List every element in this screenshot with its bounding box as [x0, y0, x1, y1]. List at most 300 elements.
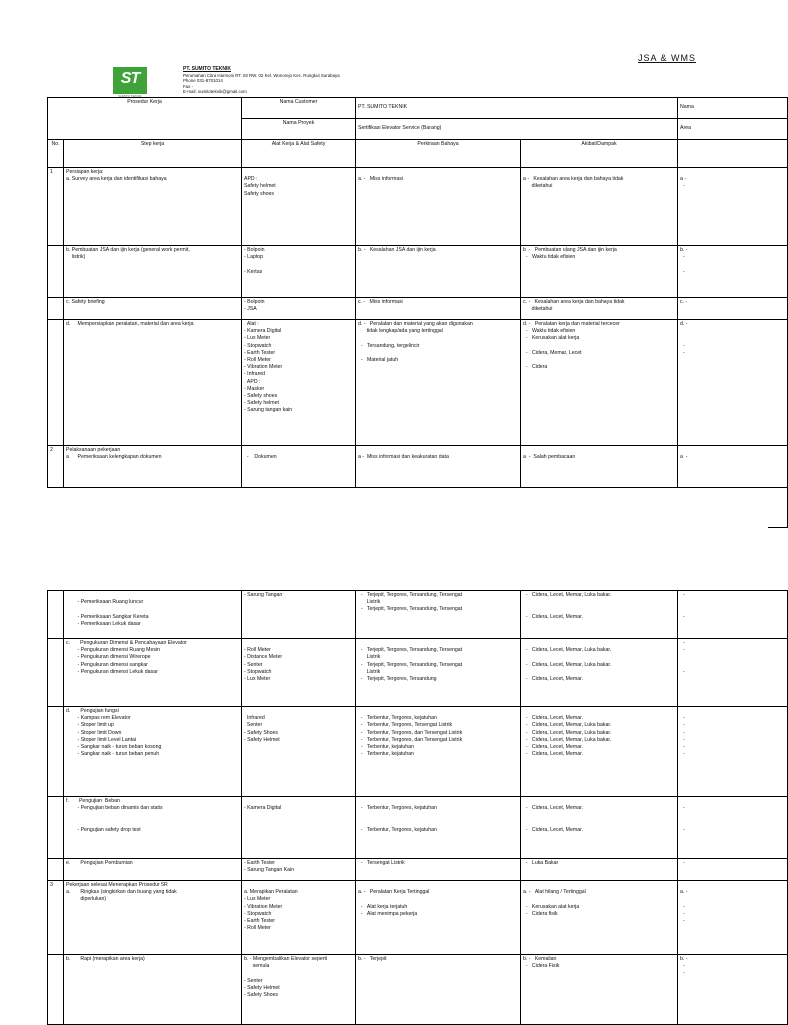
- cell-line: [66, 592, 239, 599]
- cell-line: a - Miss informasi dan keakuratan data: [358, 454, 449, 461]
- cell-line: - Kerusakan alat kerja: [523, 903, 580, 910]
- row-number: [48, 591, 64, 639]
- cell-line: - Material jatuh: [358, 357, 399, 364]
- cell-line: -: [680, 963, 685, 970]
- prosedur-label: Prosedur Kerja: [48, 98, 242, 140]
- row-hazard: [356, 246, 521, 298]
- cell-line: e. Pengujian Pembumian: [66, 860, 133, 866]
- cell-line: tidak lengkap/ada yang tertinggal: [358, 328, 443, 335]
- project-label: Nama Proyek: [242, 119, 356, 140]
- row-tools: [242, 446, 356, 488]
- cell-line: c. - Kesalahan area kerja dan bahaya tidak: [523, 299, 625, 305]
- row-step: [64, 707, 242, 797]
- customer-label: Nama Customer: [242, 98, 356, 119]
- cell-line: [358, 896, 518, 903]
- cell-line: - Terbentur, Tergores, Tersengat Listrik: [358, 722, 453, 729]
- row-extra: [678, 955, 788, 1025]
- row-impact: [521, 797, 678, 859]
- cell-line: -: [680, 826, 685, 833]
- cell-line: - Terbentur, Tergores, kejatuhan: [358, 805, 437, 812]
- project-value: Sertifikasi Elevator Service (Barang): [356, 119, 678, 140]
- cell-line: [66, 812, 239, 819]
- row-impact: [521, 859, 678, 881]
- cell-line: -: [680, 349, 685, 356]
- cell-line: - Safety Helmet: [244, 736, 280, 743]
- cell-line: -: [680, 910, 685, 917]
- cell-line: a. -: [680, 889, 688, 896]
- row-hazard: [356, 797, 521, 859]
- cell-line: [680, 708, 785, 715]
- cell-line: [523, 896, 675, 903]
- cell-line: - Cidera, Lecet, Memar, Luka bakar.: [523, 722, 612, 729]
- cell-line: - Terbentur, Tergores, dan Tersengat Listrik: [358, 736, 463, 743]
- row-step: [64, 797, 242, 859]
- cell-line: [358, 447, 518, 454]
- cell-line: [680, 169, 785, 176]
- row-extra: [678, 246, 788, 298]
- cell-line: - Safety Shoes: [244, 992, 279, 999]
- cell-line: [680, 335, 785, 342]
- cell-line: [680, 599, 785, 606]
- cell-line: Pelaksanaan pekerjaan: [66, 447, 121, 453]
- cell-line: [523, 640, 675, 647]
- cell-line: Listrik: [358, 668, 381, 675]
- cell-line: [523, 599, 675, 606]
- cell-line: - Cidera, Lecet, Memar, Luka bakar.: [523, 729, 612, 736]
- row-extra: [678, 859, 788, 881]
- cell-line: diketahui: [523, 306, 553, 313]
- cell-line: b. Rapi (merapikan area kerja): [66, 956, 145, 962]
- cell-line: [244, 882, 353, 889]
- row-number: 1: [48, 168, 64, 246]
- cell-line: [680, 662, 785, 669]
- cell-line: - Stoper limit Level Lantai: [66, 736, 137, 743]
- cell-line: Infrared: [244, 715, 265, 722]
- cell-line: - Pemeriksaan Ruang luncur: [66, 599, 144, 606]
- row-tools: [242, 881, 356, 955]
- cell-line: - Cidera, Lecet, Memar.: [523, 715, 583, 722]
- row-impact: [521, 707, 678, 797]
- col-no: No.: [48, 140, 64, 168]
- document-page-2: [0, 590, 768, 1024]
- company-info: [183, 67, 340, 95]
- table-row: [48, 246, 788, 298]
- row-step: [64, 591, 242, 639]
- row-hazard: [356, 320, 521, 446]
- cell-line: -: [680, 805, 685, 812]
- row-hazard: [356, 639, 521, 707]
- cell-line: -: [680, 254, 685, 261]
- cell-line: -: [680, 647, 685, 654]
- cell-line: c. - Miss informasi: [358, 299, 403, 305]
- cell-line: Listrik: [358, 599, 381, 606]
- table-row: [48, 639, 788, 707]
- cell-line: - Terbentur, Tergores, kejatuhan: [358, 826, 437, 833]
- cell-line: b. - Mengembalikan Elevator seperti: [244, 956, 328, 962]
- cell-line: a Pemeriksaan kelengkapan dokumen: [66, 454, 162, 461]
- cell-line: - Vibration Meter: [244, 364, 283, 371]
- row-impact: [521, 446, 678, 488]
- logo-subtitle: SUMITO TEKNIK: [118, 94, 142, 98]
- cell-line: - Waktu tidak efisien: [523, 328, 576, 335]
- company-logo: ST: [113, 67, 147, 94]
- cell-line: - Terjepit, Tergores, Tersandung: [358, 676, 437, 683]
- cell-line: - Earth Tester: [244, 349, 276, 356]
- row-tools: [242, 298, 356, 320]
- cell-line: -: [680, 668, 685, 675]
- row-number: [48, 639, 64, 707]
- cell-line: - Stoper limit Down: [66, 729, 122, 736]
- cell-line: - Pengujian beban dinamis dan statis: [66, 805, 163, 812]
- cell-line: [244, 261, 353, 268]
- col-step: Step kerja: [64, 140, 242, 168]
- cell-line: - Terjepit, Tergores, Tersandung, Tersengat: [358, 661, 463, 668]
- row-tools: [242, 797, 356, 859]
- cell-line: a - Kesalahan area kerja dan bahaya tidak: [523, 176, 624, 183]
- cell-line: - Pemeriksaan Lekuk dasar: [66, 620, 141, 627]
- cell-line: -: [680, 903, 685, 910]
- col-hazard: Perkiraan Bahaya: [356, 140, 521, 168]
- cell-line: - Terbentur, kejatuhan: [358, 744, 414, 751]
- row-extra: [678, 591, 788, 639]
- cell-line: [523, 357, 675, 364]
- cell-line: [358, 708, 518, 715]
- cell-line: [680, 820, 785, 827]
- cell-line: - Stopwatch: [244, 910, 272, 917]
- cell-line: - Stoper limit up: [66, 722, 114, 729]
- col-extra: [678, 140, 788, 168]
- row-impact: [521, 639, 678, 707]
- cell-line: - Waktu tidak efisien: [523, 254, 576, 261]
- table-row: [48, 859, 788, 881]
- cell-line: - Pengujian safety drop test: [66, 826, 141, 833]
- cell-line: - Infrared: [244, 371, 266, 378]
- cell-line: - Safety Helmet: [244, 984, 280, 991]
- row-impact: [521, 320, 678, 446]
- row-step: [64, 859, 242, 881]
- cell-line: - Cidera, Lecet, Memar, Luka bakar.: [523, 592, 612, 598]
- row-number: 3: [48, 881, 64, 955]
- cell-line: [66, 606, 239, 613]
- cell-line: [523, 820, 675, 827]
- cell-line: - Stopwatch: [244, 668, 272, 675]
- row-extra: [678, 639, 788, 707]
- cell-line: - Bolpoin: [244, 299, 265, 305]
- row-number: [48, 320, 64, 446]
- cell-line: d. Pengujian fungsi: [66, 708, 119, 714]
- company-address: Perumahan Citra Harmoni RT. 03 RW. 02 Kel. Wonorejo Kec. Rungkut Surabaya: [183, 72, 340, 78]
- cell-line: [523, 708, 675, 715]
- cell-line: - Pengukuran dimensi Lekuk dasar: [66, 668, 158, 675]
- cell-line: -: [680, 736, 685, 743]
- cell-line: - Kamera Digital: [244, 328, 282, 335]
- cell-line: c. Pengukuran Dimensi & Pencahayaan Elevator: [66, 640, 187, 646]
- row-step: [64, 446, 242, 488]
- cell-line: - Terjepit, Tergores, Tersandung, Tersengat: [358, 592, 463, 598]
- row-hazard: [356, 955, 521, 1025]
- cell-line: [244, 169, 353, 176]
- cell-line: [358, 640, 518, 647]
- row-extra: [678, 168, 788, 246]
- cell-line: - Lux Meter: [244, 896, 271, 903]
- cell-line: - Kampas rem Elevator: [66, 715, 131, 722]
- cell-line: Persiapan kerja:: [66, 169, 104, 175]
- cell-line: a -: [680, 176, 687, 183]
- cell-line: [358, 350, 518, 357]
- cell-line: - Sarung Tangan: [244, 592, 283, 598]
- row-hazard: [356, 859, 521, 881]
- right-col-2: Area: [678, 119, 788, 140]
- row-extra: [678, 446, 788, 488]
- cell-line: - Cidera, Lecet, Memar.: [523, 676, 583, 683]
- cell-line: - Earth Tester: [244, 860, 276, 866]
- row-number: [48, 797, 64, 859]
- cell-line: - Masker: [244, 385, 265, 392]
- row-hazard: [356, 446, 521, 488]
- cell-line: [358, 812, 518, 819]
- cell-line: -: [680, 640, 685, 646]
- cell-line: - Tersandung, tergelincir: [358, 342, 420, 349]
- cell-line: - Pemeriksaan Sangkar Kereta: [66, 613, 149, 620]
- cell-line: -: [680, 970, 685, 977]
- cell-line: - Cidera: [523, 364, 548, 371]
- cell-line: [358, 798, 518, 805]
- cell-line: b. -: [680, 956, 688, 962]
- table-row: [48, 320, 788, 446]
- jsa-table-page-2: [47, 590, 788, 1025]
- row-step: [64, 298, 242, 320]
- cell-line: [523, 606, 675, 613]
- cell-line: -: [680, 860, 685, 866]
- cell-line: - Kamera Digital: [244, 805, 282, 812]
- cell-line: [680, 882, 785, 889]
- cell-line: - Terjepit, Tergores, Tersandung, Tersengat: [358, 647, 463, 654]
- cell-line: - Cidera, Lecet, Memar, Luka bakar.: [523, 647, 612, 654]
- cell-line: b. - Terjepit: [358, 956, 387, 962]
- row-extra: [678, 797, 788, 859]
- cell-line: d. Mempersiapkan peralatan, material dan area kerja: [66, 321, 194, 327]
- cell-line: a. - Alat hilang / Tertinggal: [523, 889, 586, 896]
- table-row: [48, 707, 788, 797]
- cell-line: [358, 169, 518, 176]
- cell-line: Listrik: [358, 654, 381, 661]
- cell-line: [680, 261, 785, 268]
- cell-line: - Kerusakan alat kerja: [523, 335, 580, 342]
- cell-line: - Roll Meter: [244, 357, 271, 364]
- cell-line: [244, 970, 353, 977]
- cell-line: - Pengukuran dimensi Ruang Mesin: [66, 647, 160, 654]
- cell-line: -: [680, 722, 685, 729]
- cell-line: [680, 896, 785, 903]
- cell-line: b .- Pembuatan ulang JSA dan ijin kerja: [523, 247, 617, 253]
- cell-line: - Sangkar naik - turun beban penuh: [66, 751, 160, 758]
- cell-line: - Cidera, Lecet, Memar.: [523, 751, 583, 758]
- row-tools: [242, 168, 356, 246]
- cell-line: - Sarung Tangan Kain: [244, 867, 295, 874]
- cell-line: [523, 812, 675, 819]
- cell-line: listrik): [66, 254, 86, 261]
- row-step: [64, 639, 242, 707]
- column-header-row: [48, 140, 788, 168]
- cell-line: -: [680, 918, 685, 925]
- cell-line: [523, 798, 675, 805]
- cell-line: a. Merapikan Peralatan: [244, 889, 298, 896]
- cell-line: - Luka Bakar: [523, 860, 559, 866]
- cell-line: [523, 447, 675, 454]
- cell-line: [680, 606, 785, 613]
- cell-line: - Sarung tangan kain: [244, 407, 293, 414]
- row-impact: [521, 591, 678, 639]
- cell-line: a - Salah pembacaan: [523, 454, 576, 461]
- cell-line: diketahui: [523, 183, 553, 190]
- cell-line: Senter: [244, 722, 263, 729]
- cell-line: d. - Peralatan kerja dan material tercecer: [523, 321, 620, 327]
- cell-line: -: [680, 729, 685, 736]
- row-impact: [521, 168, 678, 246]
- cell-line: - Cidera, Lecet, Memar, Luka bakar.: [523, 661, 612, 668]
- cell-line: - Cidera, Lecet, Memar.: [523, 826, 583, 833]
- row-number: [48, 246, 64, 298]
- document-title: JSA & WMS: [637, 53, 696, 63]
- cell-line: [244, 447, 353, 454]
- row-number: [48, 859, 64, 881]
- row-tools: [242, 320, 356, 446]
- cell-line: b. - Kesalahan JSA dan ijin kerja: [358, 247, 436, 253]
- cell-line: - Dokumen: [244, 454, 277, 461]
- cell-line: diperlukan): [66, 896, 107, 903]
- row-tools: [242, 955, 356, 1025]
- page-gap: [0, 488, 768, 590]
- cell-line: - Lux Meter: [244, 335, 271, 342]
- cell-line: - Terjepit, Tergores, Tersandung, Tersengat: [358, 606, 463, 613]
- cell-line: -: [680, 268, 685, 275]
- cell-line: - Cidera, Lecet, Memar.: [523, 613, 583, 620]
- cell-line: Pekerjaan selesai Menerapkan Prosedur 5R: [66, 882, 168, 888]
- cell-line: - Cidera, Lecet, Memar.: [523, 805, 583, 812]
- company-phone: Phone 031-8701014: [183, 78, 223, 84]
- document-page-1: [0, 0, 768, 488]
- row-step: [64, 955, 242, 1025]
- row-impact: [521, 298, 678, 320]
- cell-line: [358, 335, 518, 342]
- company-fax: Fax -: [183, 83, 194, 89]
- cell-line: Safety helmet: [244, 183, 276, 190]
- cell-line: -: [680, 613, 685, 620]
- cell-line: - JSA: [244, 306, 257, 313]
- row-step: [64, 168, 242, 246]
- row-hazard: [356, 298, 521, 320]
- cell-line: [523, 169, 675, 176]
- row-hazard: [356, 168, 521, 246]
- cell-line: [680, 812, 785, 819]
- row-step: [64, 320, 242, 446]
- row-impact: [521, 246, 678, 298]
- col-tools: Alat Kerja & Alat Safety: [242, 140, 356, 168]
- cell-line: c. -: [680, 299, 688, 305]
- row-extra: [678, 320, 788, 446]
- col-impact: Akibat/Dampak: [521, 140, 678, 168]
- row-step: [64, 881, 242, 955]
- cell-line: [66, 820, 239, 827]
- cell-line: - Bolpoin: [244, 247, 265, 253]
- cell-line: [244, 640, 353, 647]
- cell-line: - Cidera, Memar, Lecet: [523, 349, 582, 356]
- cell-line: - Distance Meter: [244, 654, 283, 661]
- cell-line: [523, 882, 675, 889]
- cell-line: - Safety Shoes: [244, 729, 279, 736]
- row-number: [48, 955, 64, 1025]
- cell-line: -: [680, 744, 685, 751]
- cell-line: - Pengukuran dimensi Wirerope: [66, 654, 151, 661]
- row-number: [48, 707, 64, 797]
- row-tools: [242, 707, 356, 797]
- cell-line: [680, 798, 785, 805]
- cell-line: [680, 328, 785, 335]
- row-extra: [678, 707, 788, 797]
- cell-line: b. -: [680, 247, 688, 253]
- table-row: [48, 881, 788, 955]
- customer-value: PT. SUMITO TEKNIK: [356, 98, 678, 119]
- cell-line: - Kertas: [244, 268, 263, 275]
- cell-line: - Senter: [244, 661, 263, 668]
- row-hazard: [356, 881, 521, 955]
- row-number: [48, 298, 64, 320]
- jsa-table-page-1: [47, 97, 788, 528]
- row-hazard: [356, 707, 521, 797]
- cell-line: - Alat menimpa pekerja: [358, 910, 418, 917]
- cell-line: APD :: [244, 176, 258, 183]
- cell-line: - Cidera, Lecet, Memar, Luka bakar.: [523, 736, 612, 743]
- row-extra: [678, 298, 788, 320]
- cell-line: a. - Miss informasi: [358, 176, 403, 183]
- row-number: 2: [48, 446, 64, 488]
- cell-line: - Pengukuran dimensi sangkar: [66, 661, 148, 668]
- cell-line: - Cidera, Lecet, Memar.: [523, 744, 583, 751]
- table-row: [48, 168, 788, 246]
- table-row: [48, 797, 788, 859]
- cell-line: Safety shoes: [244, 190, 275, 197]
- cell-line: d. - Peralatan dan material yang akan digunakan: [358, 321, 473, 327]
- cell-line: a. Ringkas (singkirkan dan buang yang tidak: [66, 889, 177, 896]
- row-tools: [242, 639, 356, 707]
- cell-line: - Terbentur, Tergores, dan Tersengat Listrik: [358, 729, 463, 736]
- cell-line: [680, 654, 785, 661]
- cell-line: Alat :: [244, 321, 259, 327]
- cell-line: -: [680, 183, 685, 190]
- table-row: [48, 591, 788, 639]
- cell-line: - Cidera Fisik: [523, 963, 560, 970]
- cell-line: - Earth Tester: [244, 918, 276, 925]
- cell-line: - Vibration Meter: [244, 903, 283, 910]
- cell-line: - Alat kerja terjatuh: [358, 903, 408, 910]
- cell-line: - Senter: [244, 977, 263, 984]
- cell-line: - Stopwatch: [244, 342, 272, 349]
- row-impact: [521, 955, 678, 1025]
- row-hazard: [356, 591, 521, 639]
- cell-line: [244, 708, 353, 715]
- cell-line: semula: [244, 963, 270, 970]
- cell-line: b. - Kemalian: [523, 956, 557, 962]
- cell-line: c. Safety briefing: [66, 299, 105, 305]
- row-tools: [242, 591, 356, 639]
- row-extra: [678, 881, 788, 955]
- cell-line: - Lux Meter: [244, 676, 271, 683]
- right-col-1: Nama: [678, 98, 788, 119]
- table-row: [48, 446, 788, 488]
- cell-line: -: [680, 342, 685, 349]
- cell-line: -: [680, 592, 685, 598]
- cell-line: APD :: [244, 378, 261, 385]
